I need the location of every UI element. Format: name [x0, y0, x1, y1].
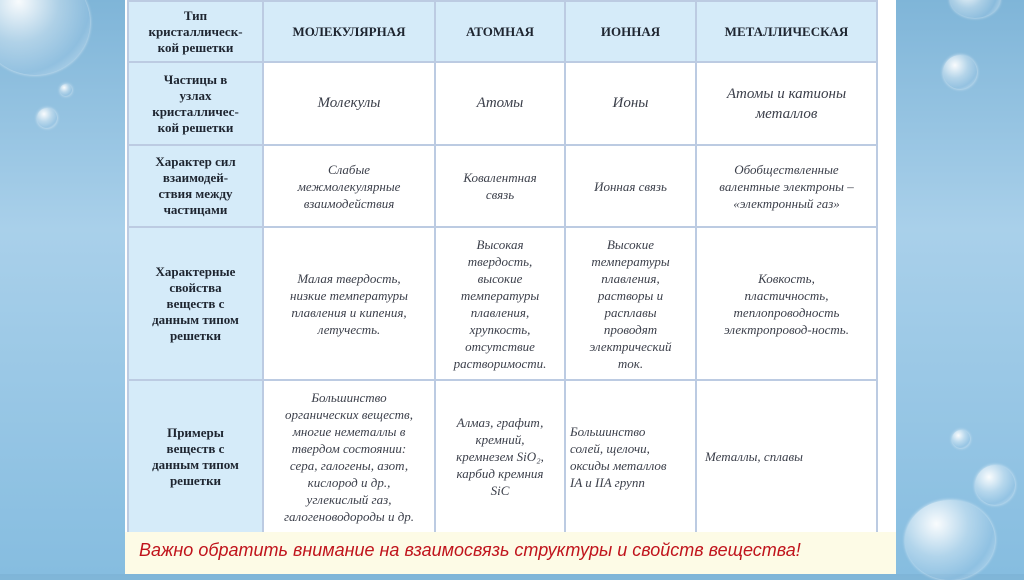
header-cell: МОЛЕКУЛЯРНАЯ — [263, 1, 435, 62]
table-cell: Ионы — [565, 62, 696, 145]
table-cell: Ионная связь — [565, 145, 696, 227]
table-row — [128, 227, 877, 380]
slide — [125, 0, 896, 574]
table-cell: Обобществленные валентные электроны – «электронный газ» — [696, 145, 877, 227]
table-cell: Ковалентная связь — [435, 145, 565, 227]
table-row — [128, 145, 877, 227]
note-text: Важно обратить внимание на взаимосвязь структуры и свойств вещества! — [139, 540, 801, 560]
table-cell: Металлы, сплавы — [696, 380, 877, 533]
row-label: Характер сил взаимодей- ствия между частицами — [128, 145, 263, 227]
table-header-row — [128, 1, 877, 62]
crystal-lattice-table — [127, 0, 878, 534]
table-cell: Большинство органических веществ, многие неметаллы в твердом состоянии: сера, галогены, азот, кислород и др., углекислый газ, галогеноводороды и др. — [263, 380, 435, 533]
water-drop-decoration — [975, 465, 1015, 505]
header-cell: АТОМНАЯ — [435, 1, 565, 62]
water-drop-decoration — [60, 84, 72, 96]
row-label: Частицы в узлах кристалличес- кой решетки — [128, 62, 263, 145]
water-drop-decoration — [37, 108, 57, 128]
water-drop-decoration — [952, 430, 970, 448]
table-cell: Алмаз, графит, кремний, кремнезем SiO₂, карбид кремния SiC — [435, 380, 565, 533]
table-cell: Малая твердость, низкие температуры плавления и кипения, летучесть. — [263, 227, 435, 380]
table-cell: Высокие температуры плавления, растворы и расплавы проводят электрический ток. — [565, 227, 696, 380]
table-cell: Ковкость, пластичность, теплопроводность электропровод-ность. — [696, 227, 877, 380]
row-label: Примеры веществ с данным типом решетки — [128, 380, 263, 533]
header-cell: Тип кристаллическ- кой решетки — [128, 1, 263, 62]
header-cell: МЕТАЛЛИЧЕСКАЯ — [696, 1, 877, 62]
table-row — [128, 380, 877, 533]
water-drop-decoration — [950, 0, 1000, 18]
header-cell: ИОННАЯ — [565, 1, 696, 62]
water-drop-decoration — [943, 55, 977, 89]
table-cell: Высокая твердость, высокие температуры плавления, хрупкость, отсутствие растворимости. — [435, 227, 565, 380]
table-cell: Слабые межмолекулярные взаимодействия — [263, 145, 435, 227]
water-drop-decoration — [905, 500, 995, 580]
row-label: Характерные свойства веществ с данным типом решетки — [128, 227, 263, 380]
water-drop-decoration — [0, 0, 90, 75]
table-row — [128, 62, 877, 145]
table-cell: Атомы и катионы металлов — [696, 62, 877, 145]
table-cell: Атомы — [435, 62, 565, 145]
note-banner — [125, 532, 896, 574]
table-cell: Большинство солей, щелочи, оксиды металлов IA и IIA групп — [565, 380, 696, 533]
table-cell: Молекулы — [263, 62, 435, 145]
